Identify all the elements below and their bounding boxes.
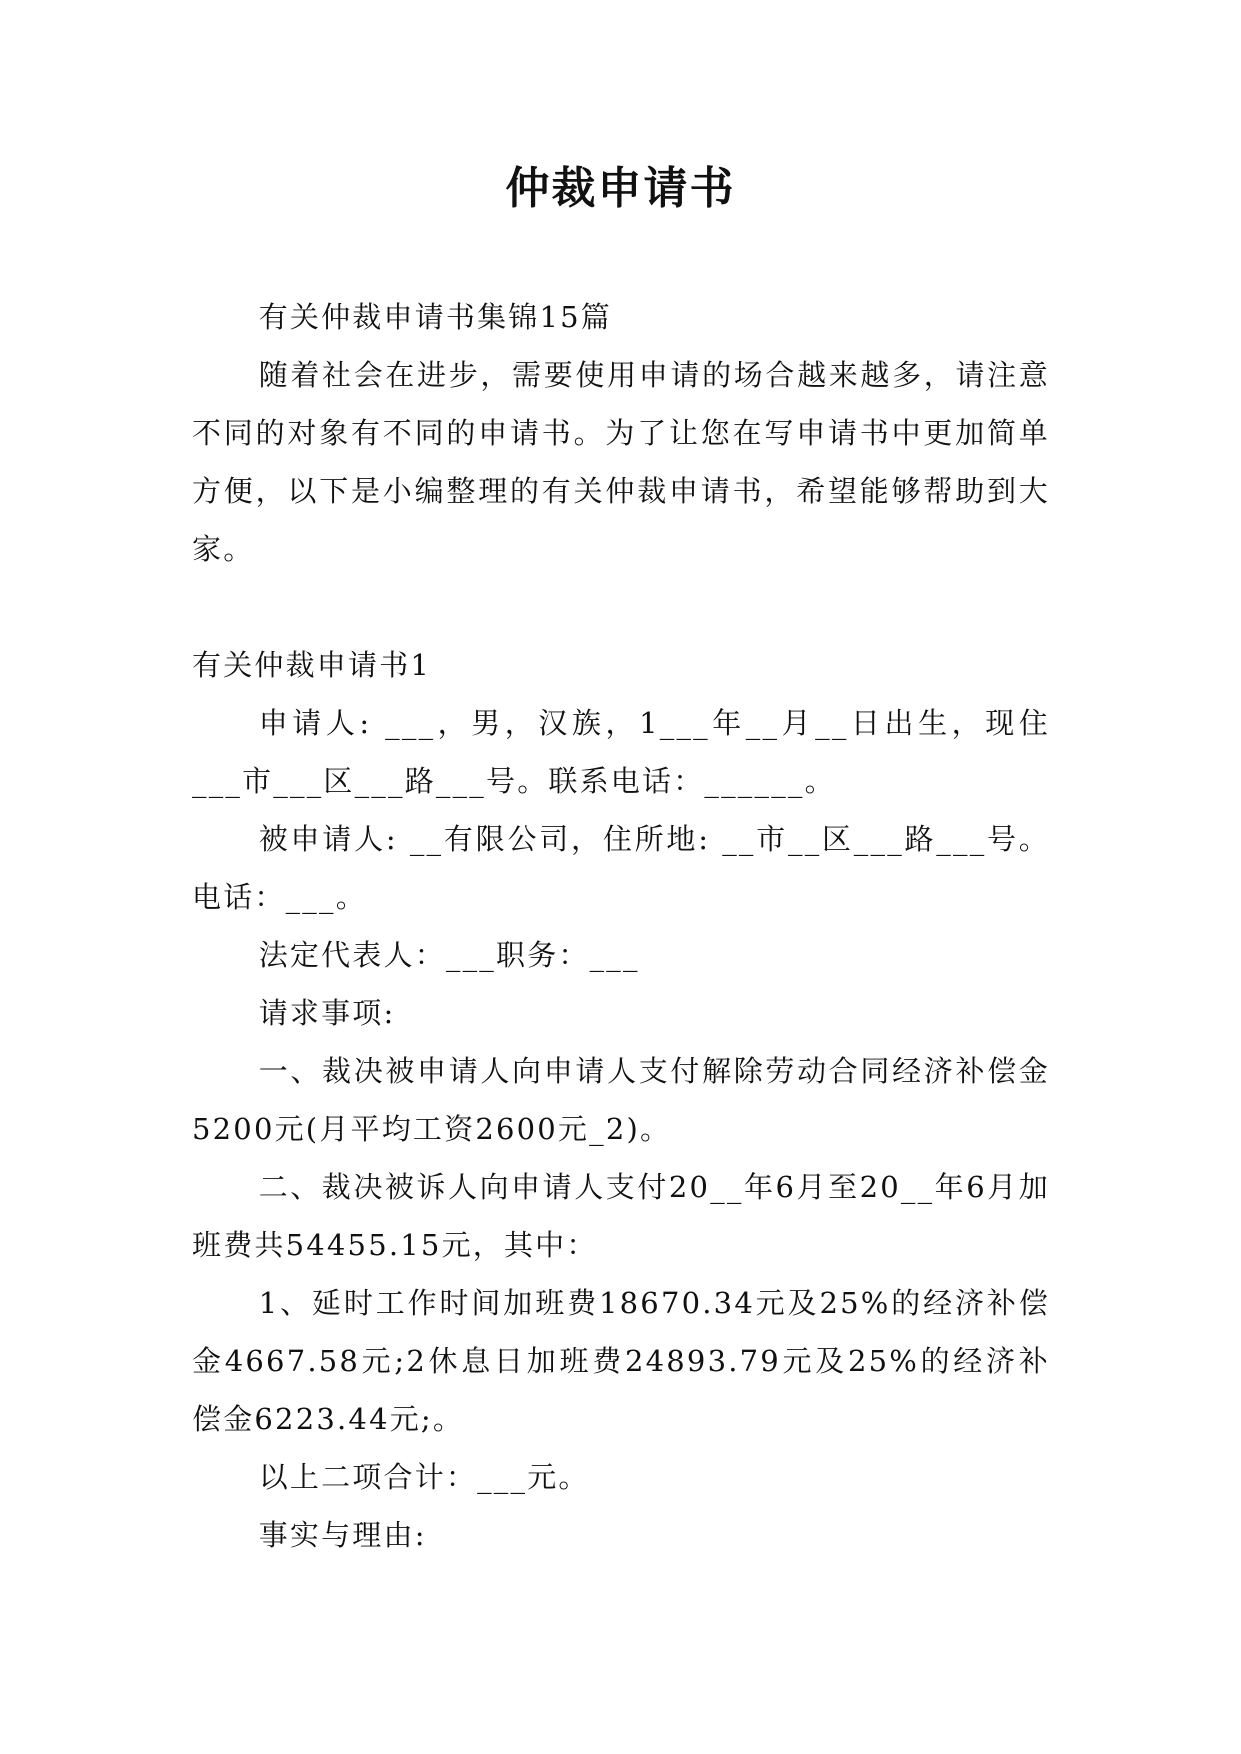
claim-item-1: 一、裁决被申请人向申请人支付解除劳动合同经济补偿金5200元(月平均工资2600元_2)。	[192, 1054, 1050, 1146]
section-spacer	[192, 578, 1050, 636]
collection-heading: 有关仲裁申请书集锦15篇	[258, 300, 612, 334]
section-heading: 有关仲裁申请书1	[192, 648, 432, 682]
applicant-paragraph: 申请人: ___，男，汉族，1___年__月__日出生，现住___市___区___路___号。联系电话：______。	[192, 706, 1050, 798]
claims-total: 以上二项合计：___元。	[258, 1460, 590, 1494]
document-body	[192, 288, 1050, 1564]
respondent-paragraph: 被申请人: __有限公司，住所地: __市__区___路___号。电话：___。	[192, 822, 1050, 914]
claims-heading: 请求事项:	[258, 996, 396, 1030]
intro-paragraph: 随着社会在进步，需要使用申请的场合越来越多，请注意不同的对象有不同的申请书。为了让您在写申请书中更加简单方便，以下是小编整理的有关仲裁申请书，希望能够帮助到大家。	[192, 358, 1050, 566]
document-title: 仲裁申请书	[505, 163, 736, 214]
claim-detail: 1、延时工作时间加班费18670.34元及25%的经济补偿金4667.58元;2休息日加班费24893.79元及25%的经济补偿金6223.44元;。	[192, 1286, 1050, 1436]
claim-item-2: 二、裁决被诉人向申请人支付20__年6月至20__年6月加班费共54455.15元，其中：	[192, 1170, 1050, 1262]
facts-heading: 事实与理由:	[258, 1518, 427, 1552]
legal-representative-line: 法定代表人：___职务：___	[258, 938, 640, 972]
